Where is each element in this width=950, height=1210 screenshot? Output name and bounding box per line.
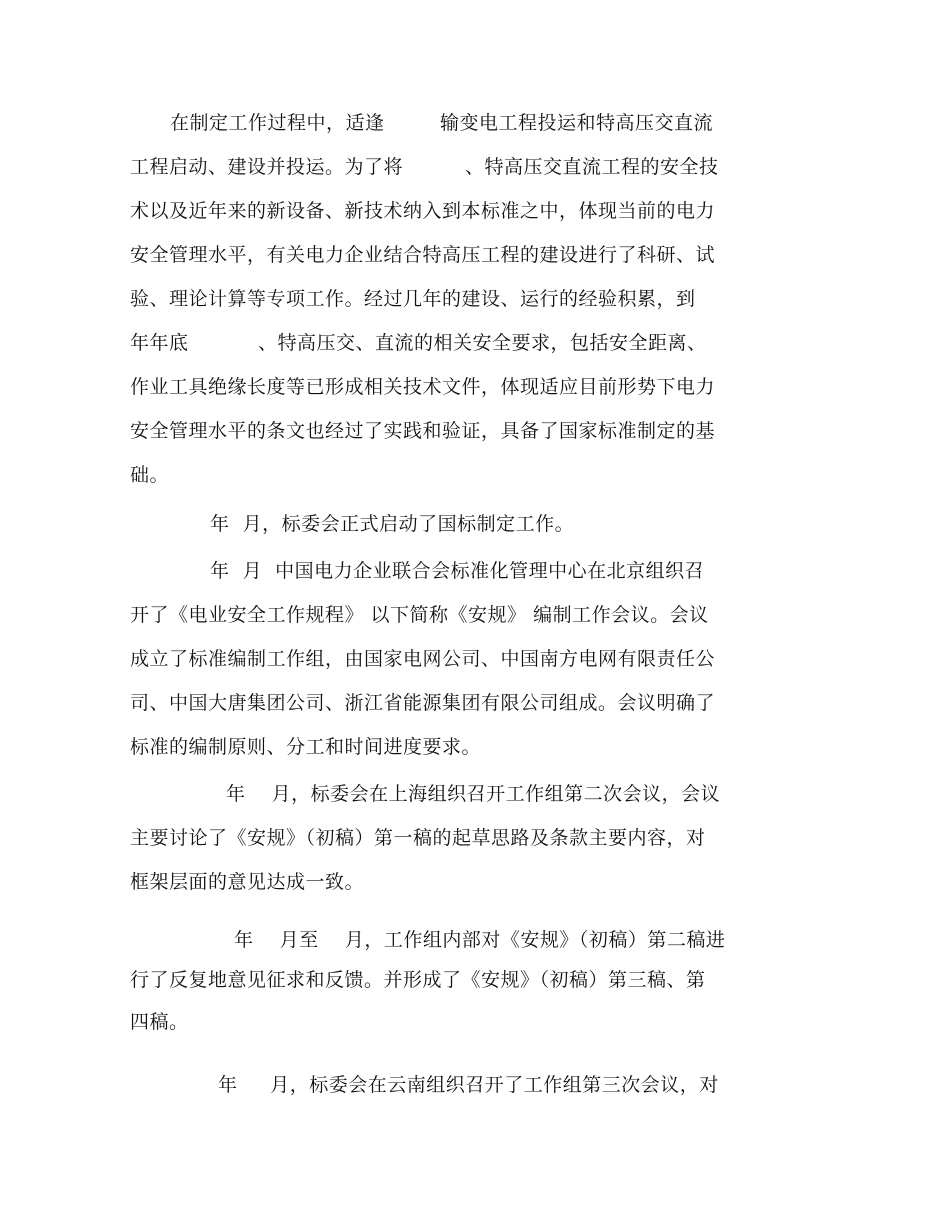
text-line: 框架层面的意见达成一致。: [130, 871, 365, 893]
text-line: 行了反复地意见征求和反馈。并形成了《安规》（初稿）第三稿、第: [130, 969, 706, 991]
text-line: 年 月，标委会正式启动了国标制定工作。: [210, 513, 575, 535]
text-line: 年 月，标委会在云南组织召开了工作组第三次会议，对: [218, 1074, 719, 1096]
text-line: 成立了标准编制工作组，由国家电网公司、中国南方电网有限责任公: [130, 648, 716, 670]
text-line: 、特高压交直流工程的安全技: [465, 156, 719, 178]
text-line: 标准的编制原则、分工和时间进度要求。: [130, 736, 482, 758]
text-line: 年 月，标委会在上海组织召开工作组第二次会议，会议: [226, 783, 721, 805]
text-line: 验、理论计算等专项工作。经过几年的建设、运行的经验积累，到: [130, 288, 696, 310]
text-line: 安全管理水平，有关电力企业结合特高压工程的建设进行了科研、试: [130, 244, 716, 266]
text-line: 、特高压交、直流的相关安全要求，包括安全距离、: [258, 332, 707, 354]
text-line: 年 月 中国电力企业联合会标准化管理中心在北京组织召: [210, 560, 705, 582]
text-line: 年 月至 月，工作组内部对《安规》（初稿）第二稿进: [234, 929, 726, 951]
text-line: 输变电工程投运和特高压交直流: [440, 112, 714, 134]
text-line: 作业工具绝缘长度等已形成相关技术文件，体现适应目前形势下电力: [130, 376, 716, 398]
text-line: 础。: [130, 464, 170, 486]
text-line: 工程启动、建设并投运。为了将: [130, 156, 404, 178]
text-line: 四稿。: [130, 1011, 189, 1033]
text-line: 术以及近年来的新设备、新技术纳入到本标准之中，体现当前的电力: [130, 200, 716, 222]
text-line: 开了《电业安全工作规程》 以下简称《安规》 编制工作会议。会议: [130, 604, 709, 626]
text-line: 安全管理水平的条文也经过了实践和验证，具备了国家标准制定的基: [130, 420, 716, 442]
text-line: 主要讨论了《安规》（初稿）第一稿的起草思路及条款主要内容，对: [130, 827, 706, 849]
text-line: 司、中国大唐集团公司、浙江省能源集团有限公司组成。会议明确了: [130, 692, 716, 714]
text-line: 年年底: [130, 332, 189, 354]
text-line: 在制定工作过程中，适逢: [170, 112, 385, 134]
